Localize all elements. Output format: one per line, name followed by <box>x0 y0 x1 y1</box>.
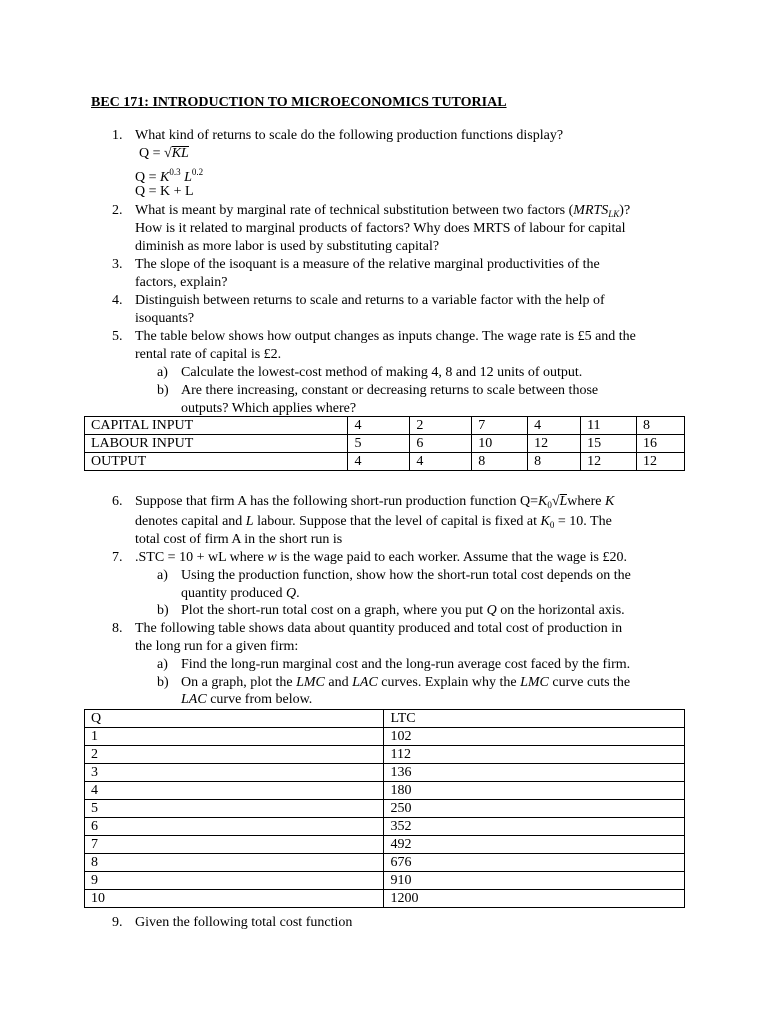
q6-line-1: Suppose that firm A has the following short-run production function $Q=K_0√Lwhere$ K <box>135 494 615 510</box>
column-header: LTC <box>384 710 685 728</box>
page-title: BEC 171: INTRODUCTION TO MICROECONOMICS TUTORIAL <box>91 95 507 110</box>
column-header: Q <box>85 710 384 728</box>
table-cell: 12 <box>528 435 581 453</box>
table-row <box>85 872 685 890</box>
table-cell: 136 <box>384 764 685 782</box>
q1-formula-3: Q = K + L <box>135 184 194 199</box>
input-output-table <box>84 416 685 471</box>
q7-b-label: b) <box>157 603 169 618</box>
table-cell: 8 <box>528 453 581 471</box>
table-cell: 8 <box>637 417 685 435</box>
table-cell: 5 <box>348 435 410 453</box>
q4-line-2: isoquants? <box>135 311 195 326</box>
q3-line-1: The slope of the isoquant is a measure of the relative marginal productivities of the <box>135 257 600 272</box>
q6-line-2: denotes capital and L labour. Suppose that the level of capital is fixed at $K_0 = 10$. The <box>135 514 612 530</box>
table-cell: 10 <box>472 435 528 453</box>
q8-b-label: b) <box>157 675 169 690</box>
q6-number: 6. <box>112 494 123 509</box>
table-cell: 16 <box>637 435 685 453</box>
long-run-cost-table <box>84 709 685 908</box>
table-cell: 102 <box>384 728 685 746</box>
q1-formula-1: Q = √KL <box>139 146 189 161</box>
table-cell: 6 <box>85 818 384 836</box>
q8-b-line-2: LAC curve from below. <box>181 692 313 707</box>
q3-number: 3. <box>112 257 123 272</box>
q8-number: 8. <box>112 621 123 636</box>
table-cell: 112 <box>384 746 685 764</box>
table-cell: 2 <box>410 417 472 435</box>
table-cell: 8 <box>85 854 384 872</box>
table-cell: 910 <box>384 872 685 890</box>
table-row <box>85 854 685 872</box>
table-cell: 180 <box>384 782 685 800</box>
q1-number: 1. <box>112 128 123 143</box>
table-cell: 4 <box>528 417 581 435</box>
table-row <box>85 800 685 818</box>
table-cell: 4 <box>348 417 410 435</box>
table-cell: 250 <box>384 800 685 818</box>
q9-text: Given the following total cost function <box>135 915 353 930</box>
q7-a-line-1: Using the production function, show how the short-run total cost depends on the <box>181 568 631 583</box>
q7-line-1: .STC = 10 + wL where w is the wage paid to each worker. Assume that the wage is £20. <box>135 550 627 565</box>
row-header-cell: OUTPUT <box>85 453 348 471</box>
table-cell: 4 <box>348 453 410 471</box>
table-row <box>85 453 685 471</box>
table-header-row <box>85 710 685 728</box>
table-row <box>85 746 685 764</box>
row-header-cell: CAPITAL INPUT <box>85 417 348 435</box>
table-row <box>85 890 685 908</box>
table-cell: 9 <box>85 872 384 890</box>
q1-formula-2: $Q = K^{0.3}$ $L^{0.2}$ <box>135 167 204 185</box>
q7-b-text: Plot the short-run total cost on a graph, where you put Q on the horizontal axis. <box>181 603 625 618</box>
q8-a-text: Find the long-run marginal cost and the long-run average cost faced by the firm. <box>181 657 631 672</box>
table-cell: 676 <box>384 854 685 872</box>
table-cell: 3 <box>85 764 384 782</box>
table-cell: 2 <box>85 746 384 764</box>
q8-a-label: a) <box>157 657 168 672</box>
table-cell: 11 <box>581 417 637 435</box>
q5-line-1: The table below shows how output changes as inputs change. The wage rate is £5 and the <box>135 329 636 344</box>
table-cell: 8 <box>472 453 528 471</box>
table-cell: 7 <box>85 836 384 854</box>
q5-number: 5. <box>112 329 123 344</box>
q5-line-2: rental rate of capital is £2. <box>135 347 282 362</box>
table-row <box>85 435 685 453</box>
table-cell: 6 <box>410 435 472 453</box>
q4-line-1: Distinguish between returns to scale and returns to a variable factor with the help of <box>135 293 605 308</box>
q5-b-line-2: outputs? Which applies where? <box>181 401 357 416</box>
q7-number: 7. <box>112 550 123 565</box>
table-row <box>85 818 685 836</box>
sqrt-symbol: √ <box>164 146 172 161</box>
table-row <box>85 836 685 854</box>
q3-line-2: factors, explain? <box>135 275 228 290</box>
q2-line-3: diminish as more labor is used by substituting capital? <box>135 239 440 254</box>
table-cell: 492 <box>384 836 685 854</box>
table-row <box>85 764 685 782</box>
table-cell: 7 <box>472 417 528 435</box>
q4-number: 4. <box>112 293 123 308</box>
table-row <box>85 782 685 800</box>
q1-text: What kind of returns to scale do the following production functions display? <box>135 128 564 143</box>
q2-number: 2. <box>112 203 123 218</box>
q7-a-line-2: quantity produced Q. <box>181 586 300 601</box>
table-row <box>85 417 685 435</box>
table-cell: 5 <box>85 800 384 818</box>
q7-a-label: a) <box>157 568 168 583</box>
table-cell: 1 <box>85 728 384 746</box>
q5-b-line-1: Are there increasing, constant or decreasing returns to scale between those <box>181 383 599 398</box>
table-cell: 15 <box>581 435 637 453</box>
table-cell: 4 <box>85 782 384 800</box>
sqrt-symbol: √ <box>551 494 560 509</box>
table-cell: 10 <box>85 890 384 908</box>
q8-line-1: The following table shows data about quantity produced and total cost of production in <box>135 621 623 636</box>
q5-b-label: b) <box>157 383 169 398</box>
q8-b-line-1: On a graph, plot the LMC and LAC curves. Explain why the LMC curve cuts the <box>181 675 631 690</box>
table-row <box>85 728 685 746</box>
q2-line-2: How is it related to marginal products of factors? Why does MRTS of labour for capital <box>135 221 626 236</box>
q5-a-label: a) <box>157 365 168 380</box>
q5-a-text: Calculate the lowest-cost method of making 4, 8 and 12 units of output. <box>181 365 583 380</box>
row-header-cell: LABOUR INPUT <box>85 435 348 453</box>
table-cell: 12 <box>581 453 637 471</box>
table-cell: 12 <box>637 453 685 471</box>
q8-line-2: the long run for a given firm: <box>135 639 299 654</box>
q2-line-1: What is meant by marginal rate of technical substitution between two factors $(MRTS_{LK})$? <box>135 203 631 219</box>
table-cell: 4 <box>410 453 472 471</box>
q6-line-3: total cost of firm A in the short run is <box>135 532 343 547</box>
table-cell: 1200 <box>384 890 685 908</box>
table-cell: 352 <box>384 818 685 836</box>
q9-number: 9. <box>112 915 123 930</box>
